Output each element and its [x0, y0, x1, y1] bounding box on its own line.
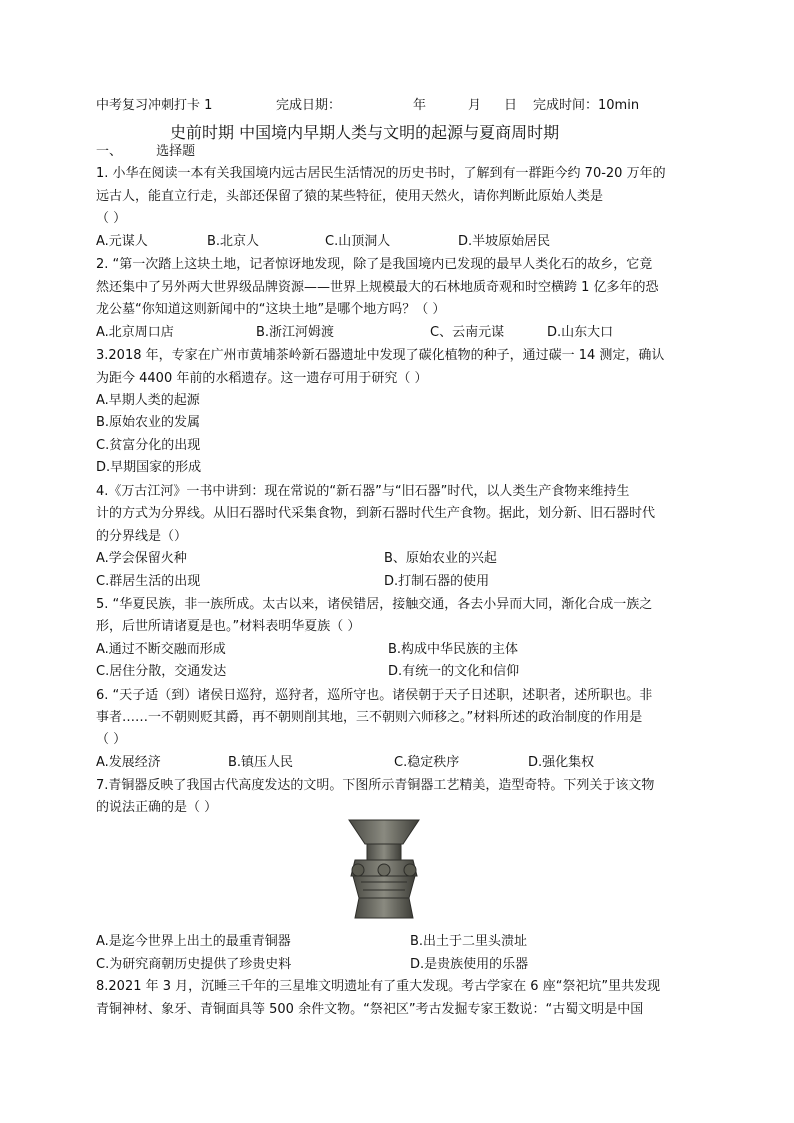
q7-line-1: 7.青铜器反映了我国古代高度发达的文明。下图所示青铜器工艺精美，造型奇特。下列关于该文物: [96, 778, 655, 793]
q2-line-1: 2. “第一次踏上这块土地，记者惊讶地发现，除了是我国境内已发现的最早人类化石的故乡，它竟: [96, 257, 653, 272]
q2-option-b[interactable]: B.浙江河姆渡: [256, 325, 335, 340]
year-label: 年: [413, 98, 427, 113]
q6-option-d[interactable]: D.强化集权: [528, 755, 595, 770]
section-title: 选择题: [156, 144, 196, 159]
q4-option-c[interactable]: C.群居生活的出现: [96, 574, 201, 589]
q2-option-d[interactable]: D.山东大口: [547, 325, 614, 340]
q3-option-c[interactable]: C.贫富分化的出现: [96, 438, 201, 453]
q1-line-2: 远古人，能直立行走，头部还保留了猿的某些特征，使用天然火，请你判断此原始人类是: [96, 189, 604, 204]
q3-option-a[interactable]: A.早期人类的起源: [96, 393, 200, 408]
q6-line-2: 事者……一不朝则贬其爵，再不朝则削其地，三不朝则六师移之。”材料所述的政治制度的作用是: [96, 710, 643, 725]
q7-option-a[interactable]: A.是迄今世界上出土的最重青铜器: [96, 934, 291, 949]
q6-option-b[interactable]: B.镇压人民: [228, 755, 294, 770]
q6-line-3: （ ）: [96, 732, 127, 747]
q2-option-c[interactable]: C、云南元谋: [430, 325, 505, 340]
q2-option-a[interactable]: A.北京周口店: [96, 325, 174, 340]
page-subtitle: 史前时期 中国境内早期人类与文明的起源与夏商周时期: [170, 123, 560, 142]
month-label: 月: [468, 98, 482, 113]
q1-option-b[interactable]: B.北京人: [207, 234, 260, 249]
date-label: 完成日期：: [276, 98, 342, 113]
bronze-zun-vessel-image: [345, 818, 423, 920]
q4-line-2: 计的方式为分界线。从旧石器时代采集食物，到新石器时代生产食物。据此，划分新、旧石器时代: [96, 506, 656, 521]
q6-line-1: 6. “天子适（到）诸侯日巡狩，巡狩者，巡所守也。诸侯朝于天子日述职，述职者，述所职也。非: [96, 688, 653, 703]
header-tag: 中考复习冲刺打卡 1: [96, 98, 213, 113]
q3-line-2: 为距今 4400 年前的水稻遗存。这一遗存可用于研究（ ）: [96, 371, 428, 386]
q7-option-c[interactable]: C.为研究商朝历史提供了珍贵史料: [96, 957, 292, 972]
q5-option-d[interactable]: D.有统一的文化和信仰: [388, 664, 520, 679]
q4-line-3: 的分界线是（）: [96, 529, 188, 544]
q3-option-b[interactable]: B.原始农业的发属: [96, 415, 201, 430]
q1-option-c[interactable]: C.山顶洞人: [325, 234, 391, 249]
q1-option-a[interactable]: A.元谋人: [96, 234, 148, 249]
q1-line-1: 1. 小华在阅读一本有关我国境内远古居民生活情况的历史书时，了解到有一群距今约 70-20 万年的: [96, 166, 666, 181]
q4-line-1: 4.《万古江河》一书中讲到：现在常说的“新石器”与“旧石器”时代，以人类生产食物来维持生: [96, 484, 630, 499]
q7-option-b[interactable]: B.出土于二里头溃址: [410, 934, 528, 949]
q8-line-2: 青铜神材、象牙、青铜面具等 500 余件文物。“祭祀区”考古发掘专家王数说：“古蜀文明是中国: [96, 1002, 644, 1017]
q5-line-1: 5. “华夏民族，非一族所成。太古以来，诸侯错居，接触交通，各去小异而大同，渐化合成一族之: [96, 597, 653, 612]
q4-option-a[interactable]: A.学会保留火种: [96, 551, 187, 566]
q5-option-a[interactable]: A.通过不断交融而形成: [96, 642, 226, 657]
q1-line-3: （ ）: [96, 211, 127, 226]
q5-line-2: 形，后世所请诸夏是也。”材料表明华夏族（ ）: [96, 619, 361, 634]
q8-line-1: 8.2021 年 3 月，沉睡三千年的三星堆文明遗址有了重大发现。考古学家在 6 座“祭祀坑”里共发现: [96, 979, 661, 994]
q6-option-a[interactable]: A.发展经济: [96, 755, 161, 770]
q3-option-d[interactable]: D.早期国家的形成: [96, 460, 202, 475]
time-label: 完成时间：10min: [533, 98, 640, 113]
q5-option-c[interactable]: C.居住分散，交通发达: [96, 664, 227, 679]
q6-option-c[interactable]: C.稳定秩序: [394, 755, 460, 770]
q4-option-b[interactable]: B、原始农业的兴起: [384, 551, 497, 566]
q7-option-d[interactable]: D.是贵族使用的乐器: [410, 957, 529, 972]
section-heading: [96, 144, 195, 160]
q3-line-1: 3.2018 年，专家在广州市黄埔茶岭新石器遗址中发现了碳化植物的种子，通过碳一 14 测定，确认: [96, 348, 665, 363]
q1-option-d[interactable]: D.半坡原始居民: [458, 234, 551, 249]
day-label: 日: [504, 98, 518, 113]
q4-option-d[interactable]: D.打制石器的使用: [384, 574, 490, 589]
q7-line-2: 的说法正确的是（ ）: [96, 800, 218, 815]
q2-line-3: 龙公墓“你知道这则新闻中的“这块土地”是哪个地方吗？（ ）: [96, 302, 446, 317]
section-number: 一、: [96, 144, 123, 159]
q5-option-b[interactable]: B.构成中华民族的主体: [388, 642, 519, 657]
q2-line-2: 然还集中了另外两大世界级品牌资源——世界上规模最大的石林地质奇观和时空横跨 1 亿多年的恐: [96, 280, 659, 295]
